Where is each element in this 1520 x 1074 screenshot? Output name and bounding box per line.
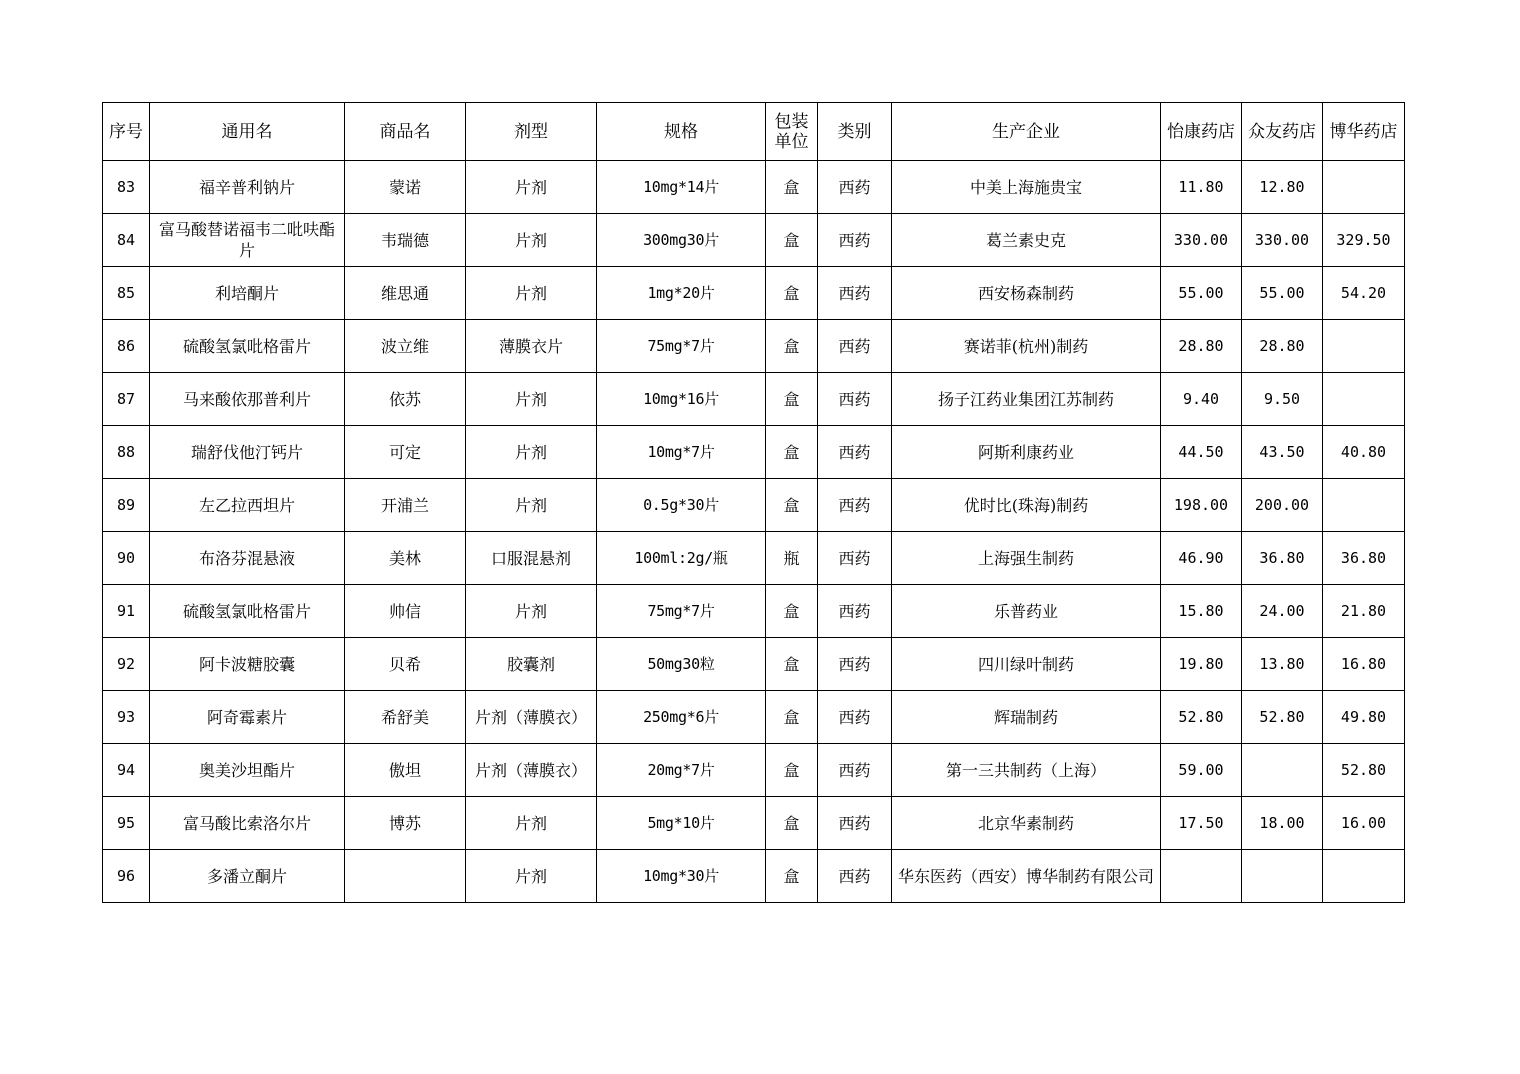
cell-manufacturer: 上海强生制药 [892,532,1161,585]
cell-pack-unit: 盒 [766,585,818,638]
cell-seq: 92 [103,638,150,691]
cell-price-yikang [1161,850,1242,903]
cell-price-bohua: 21.80 [1323,585,1405,638]
cell-category: 西药 [818,214,892,267]
cell-pack-unit: 盒 [766,320,818,373]
table-row [103,214,1405,267]
cell-price-bohua [1323,479,1405,532]
cell-price-zhongyou: 52.80 [1242,691,1323,744]
cell-dosage-form: 片剂（薄膜衣） [466,744,597,797]
table-row [103,850,1405,903]
cell-spec: 100ml:2g/瓶 [597,532,766,585]
table-row [103,267,1405,320]
cell-manufacturer: 乐普药业 [892,585,1161,638]
cell-price-zhongyou: 18.00 [1242,797,1323,850]
drug-price-table [102,102,1405,903]
cell-price-zhongyou: 330.00 [1242,214,1323,267]
header-dosage-form: 剂型 [466,103,597,161]
cell-brand-name: 维思通 [345,267,466,320]
cell-manufacturer: 第一三共制药（上海） [892,744,1161,797]
cell-pack-unit: 盒 [766,214,818,267]
cell-category: 西药 [818,373,892,426]
cell-manufacturer: 优时比(珠海)制药 [892,479,1161,532]
cell-price-zhongyou: 28.80 [1242,320,1323,373]
cell-manufacturer: 中美上海施贵宝 [892,161,1161,214]
cell-manufacturer: 葛兰素史克 [892,214,1161,267]
cell-price-yikang: 28.80 [1161,320,1242,373]
cell-price-bohua: 49.80 [1323,691,1405,744]
cell-seq: 84 [103,214,150,267]
cell-dosage-form: 薄膜衣片 [466,320,597,373]
cell-manufacturer: 西安杨森制药 [892,267,1161,320]
cell-category: 西药 [818,426,892,479]
cell-dosage-form: 片剂 [466,161,597,214]
cell-spec: 250mg*6片 [597,691,766,744]
cell-brand-name: 希舒美 [345,691,466,744]
table-row [103,638,1405,691]
cell-spec: 75mg*7片 [597,585,766,638]
table-row [103,161,1405,214]
cell-seq: 87 [103,373,150,426]
cell-category: 西药 [818,691,892,744]
cell-spec: 20mg*7片 [597,744,766,797]
cell-category: 西药 [818,797,892,850]
cell-dosage-form: 口服混悬剂 [466,532,597,585]
cell-dosage-form: 片剂 [466,479,597,532]
cell-price-zhongyou: 55.00 [1242,267,1323,320]
cell-spec: 10mg*14片 [597,161,766,214]
cell-generic-name: 利培酮片 [150,267,345,320]
cell-price-zhongyou: 12.80 [1242,161,1323,214]
cell-brand-name: 傲坦 [345,744,466,797]
header-category: 类别 [818,103,892,161]
cell-pack-unit: 盒 [766,638,818,691]
cell-brand-name: 波立维 [345,320,466,373]
cell-generic-name: 福辛普利钠片 [150,161,345,214]
cell-generic-name: 多潘立酮片 [150,850,345,903]
table-row [103,585,1405,638]
cell-brand-name: 博苏 [345,797,466,850]
cell-pack-unit: 盒 [766,161,818,214]
cell-brand-name [345,850,466,903]
cell-category: 西药 [818,320,892,373]
cell-price-bohua: 329.50 [1323,214,1405,267]
header-store-bohua: 博华药店 [1323,103,1405,161]
cell-spec: 300mg30片 [597,214,766,267]
cell-price-bohua: 36.80 [1323,532,1405,585]
cell-dosage-form: 片剂（薄膜衣） [466,691,597,744]
cell-price-bohua: 16.00 [1323,797,1405,850]
cell-price-yikang: 198.00 [1161,479,1242,532]
header-seq: 序号 [103,103,150,161]
cell-price-yikang: 19.80 [1161,638,1242,691]
table-body [103,161,1405,903]
cell-pack-unit: 盒 [766,691,818,744]
cell-generic-name: 瑞舒伐他汀钙片 [150,426,345,479]
cell-price-zhongyou: 13.80 [1242,638,1323,691]
cell-generic-name: 布洛芬混悬液 [150,532,345,585]
cell-price-bohua [1323,850,1405,903]
cell-price-yikang: 11.80 [1161,161,1242,214]
cell-manufacturer: 四川绿叶制药 [892,638,1161,691]
cell-pack-unit: 盒 [766,797,818,850]
cell-brand-name: 蒙诺 [345,161,466,214]
cell-seq: 95 [103,797,150,850]
cell-brand-name: 美林 [345,532,466,585]
cell-generic-name: 富马酸替诺福韦二吡呋酯片 [150,214,345,267]
cell-manufacturer: 辉瑞制药 [892,691,1161,744]
cell-generic-name: 左乙拉西坦片 [150,479,345,532]
cell-price-zhongyou: 200.00 [1242,479,1323,532]
cell-price-yikang: 59.00 [1161,744,1242,797]
cell-price-bohua [1323,320,1405,373]
header-spec: 规格 [597,103,766,161]
table-row [103,691,1405,744]
table-row [103,373,1405,426]
cell-brand-name: 依苏 [345,373,466,426]
cell-manufacturer: 北京华素制药 [892,797,1161,850]
cell-price-zhongyou: 36.80 [1242,532,1323,585]
table-row [103,744,1405,797]
cell-price-zhongyou: 24.00 [1242,585,1323,638]
table-row [103,426,1405,479]
cell-price-zhongyou [1242,744,1323,797]
cell-manufacturer: 扬子江药业集团江苏制药 [892,373,1161,426]
cell-seq: 94 [103,744,150,797]
cell-price-yikang: 52.80 [1161,691,1242,744]
cell-price-bohua: 40.80 [1323,426,1405,479]
cell-seq: 86 [103,320,150,373]
cell-generic-name: 阿奇霉素片 [150,691,345,744]
cell-price-zhongyou [1242,850,1323,903]
cell-generic-name: 富马酸比索洛尔片 [150,797,345,850]
header-generic-name: 通用名 [150,103,345,161]
cell-pack-unit: 盒 [766,373,818,426]
cell-pack-unit: 瓶 [766,532,818,585]
table-row [103,532,1405,585]
cell-price-bohua [1323,373,1405,426]
cell-brand-name: 可定 [345,426,466,479]
cell-price-yikang: 9.40 [1161,373,1242,426]
cell-generic-name: 马来酸依那普利片 [150,373,345,426]
header-pack-unit: 包装单位 [766,103,818,161]
cell-category: 西药 [818,744,892,797]
cell-spec: 50mg30粒 [597,638,766,691]
cell-dosage-form: 片剂 [466,585,597,638]
cell-seq: 88 [103,426,150,479]
cell-seq: 96 [103,850,150,903]
table-row [103,797,1405,850]
cell-price-yikang: 330.00 [1161,214,1242,267]
cell-price-yikang: 46.90 [1161,532,1242,585]
cell-generic-name: 硫酸氢氯吡格雷片 [150,585,345,638]
cell-spec: 10mg*7片 [597,426,766,479]
header-brand-name: 商品名 [345,103,466,161]
cell-price-zhongyou: 43.50 [1242,426,1323,479]
cell-brand-name: 帅信 [345,585,466,638]
cell-price-yikang: 15.80 [1161,585,1242,638]
cell-pack-unit: 盒 [766,850,818,903]
cell-dosage-form: 片剂 [466,214,597,267]
cell-price-bohua: 16.80 [1323,638,1405,691]
cell-price-yikang: 44.50 [1161,426,1242,479]
cell-category: 西药 [818,267,892,320]
cell-price-bohua: 52.80 [1323,744,1405,797]
cell-pack-unit: 盒 [766,744,818,797]
cell-price-bohua [1323,161,1405,214]
cell-category: 西药 [818,585,892,638]
cell-seq: 91 [103,585,150,638]
cell-generic-name: 硫酸氢氯吡格雷片 [150,320,345,373]
cell-spec: 10mg*30片 [597,850,766,903]
cell-seq: 93 [103,691,150,744]
cell-brand-name: 韦瑞德 [345,214,466,267]
cell-dosage-form: 片剂 [466,797,597,850]
cell-category: 西药 [818,161,892,214]
cell-dosage-form: 胶囊剂 [466,638,597,691]
cell-generic-name: 奥美沙坦酯片 [150,744,345,797]
cell-category: 西药 [818,479,892,532]
cell-generic-name: 阿卡波糖胶囊 [150,638,345,691]
cell-pack-unit: 盒 [766,426,818,479]
cell-pack-unit: 盒 [766,267,818,320]
cell-seq: 85 [103,267,150,320]
cell-pack-unit: 盒 [766,479,818,532]
cell-manufacturer: 赛诺菲(杭州)制药 [892,320,1161,373]
cell-spec: 5mg*10片 [597,797,766,850]
cell-spec: 1mg*20片 [597,267,766,320]
cell-dosage-form: 片剂 [466,850,597,903]
cell-seq: 83 [103,161,150,214]
cell-manufacturer: 华东医药（西安）博华制药有限公司 [892,850,1161,903]
cell-price-yikang: 55.00 [1161,267,1242,320]
cell-spec: 75mg*7片 [597,320,766,373]
cell-brand-name: 贝希 [345,638,466,691]
cell-spec: 0.5g*30片 [597,479,766,532]
header-row [103,103,1405,161]
cell-category: 西药 [818,532,892,585]
cell-price-zhongyou: 9.50 [1242,373,1323,426]
cell-price-yikang: 17.50 [1161,797,1242,850]
cell-dosage-form: 片剂 [466,426,597,479]
cell-seq: 89 [103,479,150,532]
cell-dosage-form: 片剂 [466,373,597,426]
cell-seq: 90 [103,532,150,585]
cell-manufacturer: 阿斯利康药业 [892,426,1161,479]
cell-category: 西药 [818,850,892,903]
cell-category: 西药 [818,638,892,691]
cell-spec: 10mg*16片 [597,373,766,426]
cell-price-bohua: 54.20 [1323,267,1405,320]
table-row [103,479,1405,532]
cell-dosage-form: 片剂 [466,267,597,320]
header-store-yikang: 怡康药店 [1161,103,1242,161]
header-store-zhongyou: 众友药店 [1242,103,1323,161]
cell-brand-name: 开浦兰 [345,479,466,532]
header-manufacturer: 生产企业 [892,103,1161,161]
table-row [103,320,1405,373]
